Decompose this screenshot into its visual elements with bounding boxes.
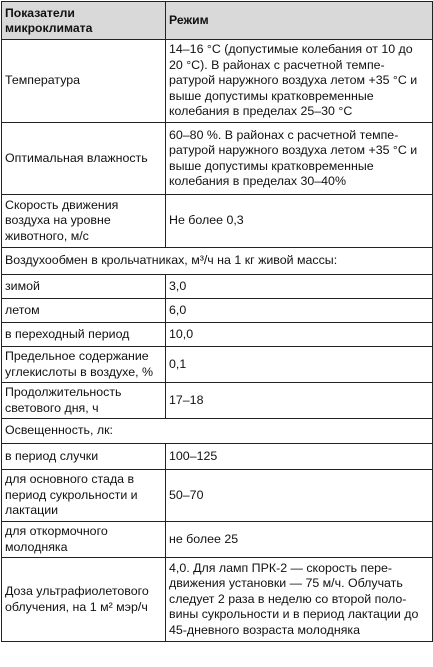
param-fattening: для откормочного молодняка <box>2 522 166 558</box>
table-row <box>2 275 433 299</box>
table-row <box>2 444 433 470</box>
param-winter: зимой <box>2 275 166 299</box>
table-row <box>2 383 433 419</box>
section-lighting: Освещенность, лк: <box>2 419 433 444</box>
value-summer: 6,0 <box>166 299 433 323</box>
table-row <box>2 522 433 558</box>
value-daylight: 17–18 <box>166 383 433 419</box>
param-transition: в переходный период <box>2 323 166 347</box>
table-row <box>2 40 433 123</box>
value-main-herd: 50–70 <box>166 470 433 522</box>
table-row <box>2 470 433 522</box>
table-row <box>2 195 433 248</box>
table-row <box>2 347 433 383</box>
param-humidity: Оптимальная влажность <box>2 123 166 195</box>
table-row <box>2 299 433 323</box>
table-row <box>2 558 433 642</box>
value-temperature: 14–16 °С (допустимые колебания от 10 до 20 °С). В районах с расчетной темпе-ратурой наружного воздуха летом +35 °С и выше допустимы кратковременные колебания в пределах 25–30 °С <box>166 40 433 123</box>
value-air-speed: Не более 0,3 <box>166 195 433 248</box>
microclimate-table <box>1 1 433 642</box>
table-header-row <box>2 2 433 40</box>
value-co2: 0,1 <box>166 347 433 383</box>
value-humidity: 60–80 %. В районах с расчетной темпе-ратурой наружного воздуха летом +35 °С и выше допустимы кратковременные колебания в пределах 30–40% <box>166 123 433 195</box>
value-fattening: не более 25 <box>166 522 433 558</box>
section-row <box>2 248 433 275</box>
param-main-herd: для основного стада в период сукрольности и лактации <box>2 470 166 522</box>
param-uv-dose: Доза ультрафиолетового облучения, на 1 м² мэр/ч <box>2 558 166 642</box>
table-row <box>2 123 433 195</box>
section-row <box>2 419 433 444</box>
header-mode: Режим <box>166 2 433 40</box>
param-co2: Предельное содержание углекислоты в воздухе, % <box>2 347 166 383</box>
param-temperature: Температура <box>2 40 166 123</box>
param-mating: в период случки <box>2 444 166 470</box>
param-daylight: Продолжительность светового дня, ч <box>2 383 166 419</box>
section-air-exchange: Воздухообмен в крольчатниках, м³/ч на 1 кг живой массы: <box>2 248 433 275</box>
value-uv-dose: 4,0. Для ламп ПРК-2 — скорость пере-движения установки — 75 м/ч. Облучать следует 2 раза в неделю со второй поло-вины сукрольности и в период лактации до 45-дневного возраста молодняка <box>166 558 433 642</box>
value-transition: 10,0 <box>166 323 433 347</box>
param-air-speed: Скорость движения воздуха на уровне животного, м/с <box>2 195 166 248</box>
value-mating: 100–125 <box>166 444 433 470</box>
param-summer: летом <box>2 299 166 323</box>
value-winter: 3,0 <box>166 275 433 299</box>
header-param: Показатели микроклимата <box>2 2 166 40</box>
table-row <box>2 323 433 347</box>
